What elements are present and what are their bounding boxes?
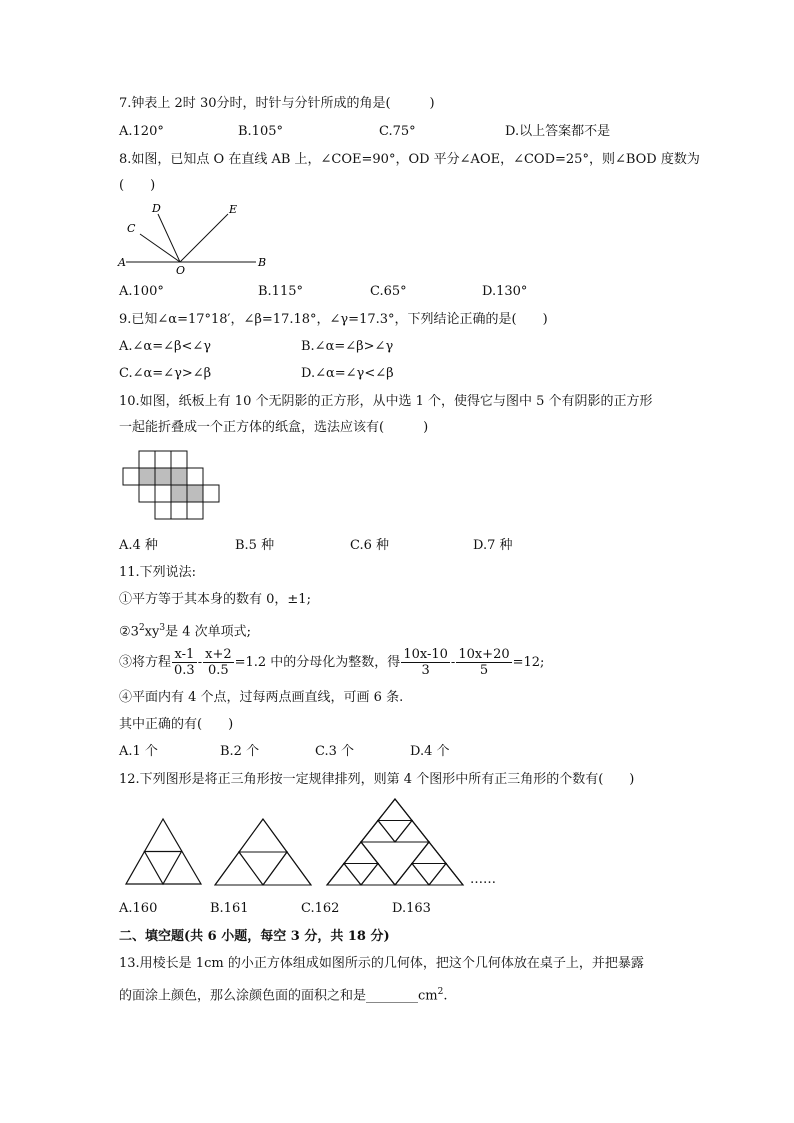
point-b-label: B: [258, 256, 267, 269]
q12-stem: 12.下列图形是将正三角形按一定规律排列，则第 4 个图形中所有正三角形的个数有( ): [119, 772, 635, 787]
q12-option-c: C.162: [301, 901, 340, 916]
q9-option-b: B.∠α=∠β>∠γ: [301, 339, 394, 354]
q12-option-a: A.160: [119, 901, 158, 916]
q11-statement-1: ①平方等于其本身的数有 0，±1;: [119, 592, 311, 607]
q13-line1: 13.用棱长是 1cm 的小正方体组成如图所示的几何体，把这个几何体放在桌子上，并把暴露: [119, 956, 644, 971]
q10-option-a: A.4 种: [119, 538, 158, 553]
q12-triangle-1: [125, 818, 203, 886]
q8-option-b: B.115°: [258, 284, 303, 299]
q10-stem-line1: 10.如图，纸板上有 10 个无阴影的正方形，从中选 1 个，使得它与图中 5 个有阴影的正方形: [119, 394, 653, 409]
fraction-3: $\frac{10x-10}{3}$: [403, 647, 448, 678]
q13-line2: 的面涂上颜色，那么涂颜色面的面积之和是$\_\_\_\_\_\_\_\_cm^2$.: [119, 987, 448, 1004]
q7-option-b: B.105°: [238, 124, 283, 139]
q7-option-c: C.75°: [379, 124, 416, 139]
q9-stem: 9.已知∠α=17°18′，∠β=17.18°，∠γ=17.3°，下列结论正确的是( ): [119, 312, 548, 327]
q12-ellipsis: ……: [470, 872, 496, 887]
q10-option-b: B.5 种: [235, 538, 275, 553]
q10-option-c: C.6 种: [350, 538, 390, 553]
q12-option-b: B.161: [210, 901, 249, 916]
fraction-4: $\frac{10x+20}{5}$: [458, 647, 510, 678]
q8-angle-figure: [118, 200, 268, 275]
q7-option-d: D.以上答案都不是: [505, 124, 611, 139]
q11-statement-3: ③将方程 $\frac{x-1}{0.3}$ - $\frac{x+2}{0.5}$ =1.2 中的分母化为整数，得 $\frac{10x-10}{3}$ - $\frac{10x+20}{5}$ =12;: [119, 647, 545, 678]
q10-net-figure: [123, 451, 223, 523]
q7-option-a: A.120°: [119, 124, 164, 139]
point-o-label: O: [176, 264, 186, 277]
point-a-label: A: [118, 256, 126, 269]
q9-option-c: C.∠α=∠γ>∠β: [119, 366, 212, 381]
q12-option-d: D.163: [392, 901, 431, 916]
q11-stem: 11.下列说法:: [119, 565, 197, 580]
point-e-label: E: [229, 203, 238, 216]
q11-option-b: B.2 个: [220, 744, 260, 759]
q10-option-d: D.7 种: [473, 538, 513, 553]
q8-option-d: D.130°: [482, 284, 528, 299]
point-d-label: D: [152, 202, 161, 215]
q8-stem: 8.如图，已知点 O 在直线 AB 上，∠COE=90°，OD 平分∠AOE，∠COD=25°，则∠BOD 度数为: [119, 152, 700, 167]
fraction-1: $\frac{x-1}{0.3}$: [174, 647, 195, 678]
q11-option-c: C.3 个: [315, 744, 355, 759]
fraction-2: $\frac{x+2}{0.5}$: [205, 647, 232, 678]
q7-stem: 7.钟表上 2时 30分时，时针与分针所成的角是( ): [119, 96, 435, 111]
q12-triangle-2: [214, 818, 312, 886]
q9-option-d: D.∠α=∠γ<∠β: [301, 366, 394, 381]
q9-option-a: A.∠α=∠β<∠γ: [119, 339, 212, 354]
q8-paren: ( ): [119, 178, 156, 193]
q12-triangle-3: [326, 798, 464, 886]
q11-statement-4: ④平面内有 4 个点，过每两点画直线，可画 6 条.: [119, 690, 404, 705]
q11-statement-2: $②3^2xy^3$是 4 次单项式;: [119, 623, 252, 640]
q8-option-a: A.100°: [119, 284, 164, 299]
section-2-title: 二、填空题(共 6 小题，每空 3 分，共 18 分): [119, 929, 390, 944]
q11-conclusion: 其中正确的有( ): [119, 717, 234, 732]
q10-stem-line2: 一起能折叠成一个正方体的纸盒，选法应该有( ): [119, 420, 429, 435]
q11-option-d: D.4 个: [410, 744, 450, 759]
q11-option-a: A.1 个: [119, 744, 158, 759]
point-c-label: C: [127, 222, 136, 235]
q8-option-c: C.65°: [370, 284, 407, 299]
